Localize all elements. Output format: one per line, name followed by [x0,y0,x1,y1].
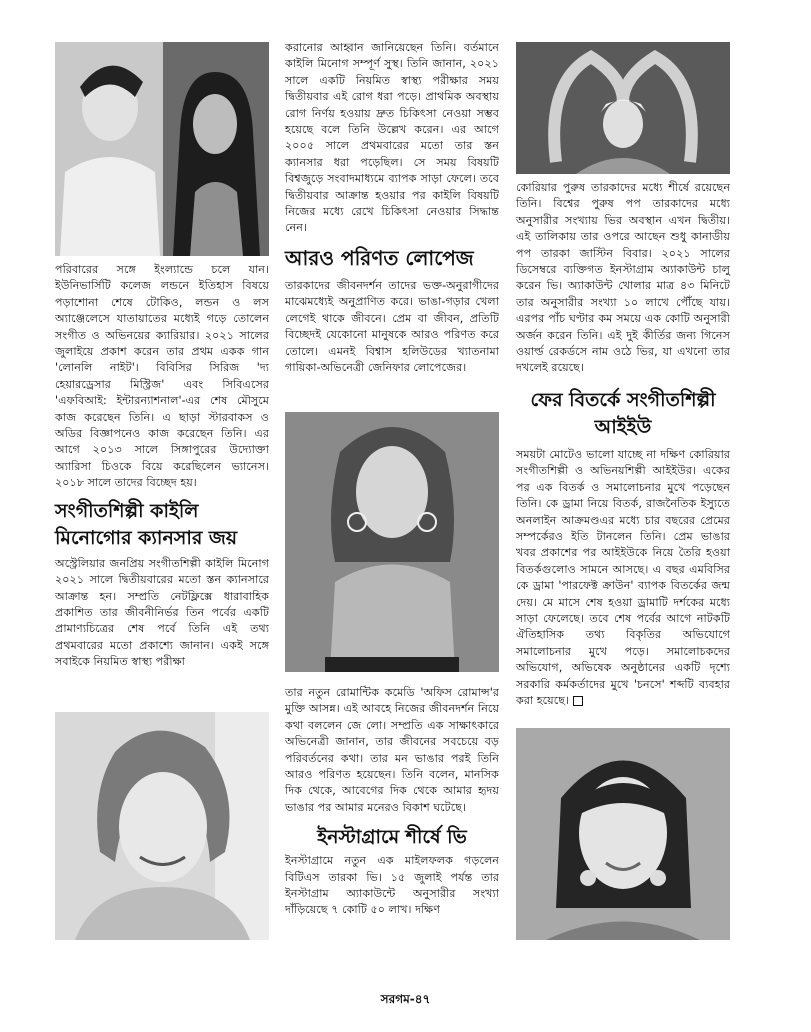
photo-couple [55,42,269,256]
section-heading-iu: ফের বিতর্কে সংগীতশিল্পী আইইউ [530,388,716,438]
section-heading-kylie: সংগীতশিল্পী কাইলি মিনোগোর ক্যানসার জয় [55,499,238,549]
page-number: সরগম-৪৭ [380,992,431,1006]
article-paragraph [516,447,730,710]
article-paragraph: তার নতুন রোমান্টিক কমেডি 'অফিস রোমান্স'র মুক্তি আসন্ন। এই আবহে নিজের জীবনদর্শন নিয়ে কথা বললেন জে লো। সম্প্রতি এক সাক্ষাৎকারে অভিনেত্রী জানান, তার জীবনের সবচেয়ে বড় পরিবর্তনের কথা। তার মন ভাঙার পরই তিনি আরও পরিণত হয়েছেন। তিনি বলেন, মানসিক দিক থেকে, আবেগের দিক থেকে আমার হৃদয় ভাঙার পর আমার মনেরও বিকাশ ঘটেছে। [285,686,499,814]
article-paragraph: করানোর আহ্বান জানিয়েছেন তিনি। বর্তমানে কাইলি মিনোগ সম্পূর্ণ সুস্থ। তিনি জানান, ২০২১ সালে একটি নিয়মিত স্বাস্থ্য পরীক্ষার সময় দ্বিতীয়বার এই রোগ ধরা পড়ে। প্রাথমিক অবস্থায় রোগ নির্ণয় হওয়ায় দ্রুত চিকিৎসা নেওয়া সম্ভব হয়েছে বলে তিনি উল্লেখ করেন। এর আগে ২০০৫ সালে প্রথমবারের মতো তার স্তন ক্যানসার ধরা পড়েছিল। সে সময় বিষয়টি বিশ্বজুড়ে সংবাদমাধ্যমে ব্যাপক সাড়া ফেলে। তবে দ্বিতীয়বার আক্রান্ত হওয়ার পর কাইলি বিষয়টি নিজের মধ্যে রেখে চিকিৎসা নেওয়ার সিদ্ধান্ত নেন। [285,41,499,235]
article-paragraph: অস্ট্রেলিয়ার জনপ্রিয় সংগীতশিল্পী কাইলি মিনোগ ২০২১ সালে দ্বিতীয়বারের মতো স্তন ক্যানসারে আক্রান্ত হন। সম্প্রতি নেটফ্লিক্সে ধারাবাহিক প্রকাশিত তার জীবনীনির্ভর তিন পর্বের একটি প্রামাণ্যচিত্রের শেষ পর্বে তিনি এই তথ্য প্রথমবারের মতো প্রকাশ্যে জানান। একই সঙ্গে সবাইকে নিয়মিত স্বাস্থ্য পরীক্ষা [55,556,269,669]
section-heading-v: ইনস্টাগ্রামে শীর্ষে ভি [317,826,467,849]
article-paragraph-text: সময়টা মোটেও ভালো যাচ্ছে না দক্ষিণ কোরিয়ার সংগীতশিল্পী ও অভিনয়শিল্পী আইইউর। একের পর এক বিতর্ক ও সমালোচনার মুখে পড়েছেন তিনি। কে ড্রামা নিয়ে বিতর্ক, রাজনৈতিক ইস্যুতে অনলাইন আক্রমণ্ডএর মধ্যে চার বছরের প্রেমের সম্পর্কেরও ইতি টানলেন তিনি। প্রেম ভাঙার খবর প্রকাশের পর আইইউকে নিয়ে তৈরি হওয়া বিতর্কগুলোও সামনে আসছে। এ বছর এমবিসির কে ড্রামা 'পারফেক্ট ক্রাউন' ব্যাপক বিতর্কের জন্ম দেয়। মে মাসে শেষ হওয়া ড্রামাটি দর্শকের মধ্যে সাড়া ফেলেছে। তবে শেষ পর্বের আগে নাটকটি ঐতিহাসিক তথ্য বিকৃতির অভিযোগে সমালোচনার মুখে পড়ে। সমালোচকদের অভিযোগ, অভিষেক অনুষ্ঠানের একটি দৃশ্যে সরকারি কর্মকর্তাদের মুখে 'চনসে' শব্দটি ব্যবহার করা হয়েছে। [516,447,730,707]
photo-v-bts [516,42,730,174]
end-of-article-icon [573,696,583,706]
photo-iu [516,728,730,940]
section-heading-lopez: আরও পরিণত লোপেজ [285,245,474,270]
photo-jennifer-lopez [285,412,499,672]
photo-kylie [55,712,269,940]
article-paragraph: পরিবারের সঙ্গে ইংল্যান্ডে চলে যান। ইউনিভার্সিটি কলেজ লন্ডনে ইতিহাস বিষয়ে পড়াশোনা শেষে টোকিও, লন্ডন ও লস অ্যাঞ্জেলেসে যাতায়াতের মধ্যেই গড়ে তোলেন সংগীত ও অভিনয়ের ক্যারিয়ার। ২০২১ সালের জুলাইয়ে প্রকাশ করেন তার প্রথম একক গান 'লোনলি নাইট'। বিবিসির সিরিজ 'দ্য হেয়ারড্রেসার মিস্ট্রিজ' এবং সিবিএসের 'এফবিআই: ইন্টারন্যাশনাল'-এর শেষ মৌসুমে কাজ করেছেন তিনি। এ ছাড়া স্টারবাকস ও অডির বিজ্ঞাপনেও কাজ করেছেন তিনি। এর আগে ২০১৩ সালে সিঙ্গাপুরের উদ্যোক্তা অ্যারিসা চিওকে বিয়ে করেছিলেন ভ্যানেস। ২০১৮ সালে তাদের বিচ্ছেদ হয়। [55,263,269,490]
article-paragraph: কোরিয়ার পুরুষ তারকাদের মধ্যে শীর্ষে রয়েছেন তিনি। বিশ্বের পুরুষ পপ তারকাদের মধ্যে অনুসারীর সংখ্যায় ভির অবস্থান এখন দ্বিতীয়। এই তালিকায় তার ওপরে আছেন শুধু কানাডীয় পপ তারকা জাস্টিন বিবার। ২০২১ সালের ডিসেম্বরে ব্যক্তিগত ইনস্টাগ্রাম অ্যাকাউন্ট চালু করেন ভি। অ্যাকাউন্ট খোলার মাত্র ৪৩ মিনিটে তার অনুসারীর সংখ্যা ১০ লাখে পৌঁছে যায়। এরপর পাঁচ ঘণ্টার কম সময়ে এক কোটি অনুসারী অর্জন করেন তিনি। এই দুই কীর্তির জন্য গিনেস ওয়ার্ল্ড রেকর্ডসে নাম ওঠে ভির, যা এখনো তার দখলেই রয়েছে। [516,181,730,375]
article-paragraph: তারকাদের জীবনদর্শন তাদের ভক্ত-অনুরাগীদের মাঝেমধ্যেই অনুপ্রাণিত করে। ভাঙা-গড়ার খেলা লেগেই থাকে জীবনে। প্রেম বা জীবন, প্রতিটি বিচ্ছেদই যেকোনো মানুষকে আরও পরিণত করে তোলে। এমনই বিশ্বাস হলিউডের খ্যাতনামা গায়িকা-অভিনেত্রী জেনিফার লোপেজের। [285,278,499,374]
article-paragraph: ইনস্টাগ্রামে নতুন এক মাইলফলক গড়লেন বিটিএস তারকা ভি। ১৫ জুলাই পর্যন্ত তার ইনস্টাগ্রাম অ্যাকাউন্টে অনুসারীর সংখ্যা দাঁড়িয়েছে ৭ কোটি ৫০ লাখ। দক্ষিণ [285,854,499,917]
